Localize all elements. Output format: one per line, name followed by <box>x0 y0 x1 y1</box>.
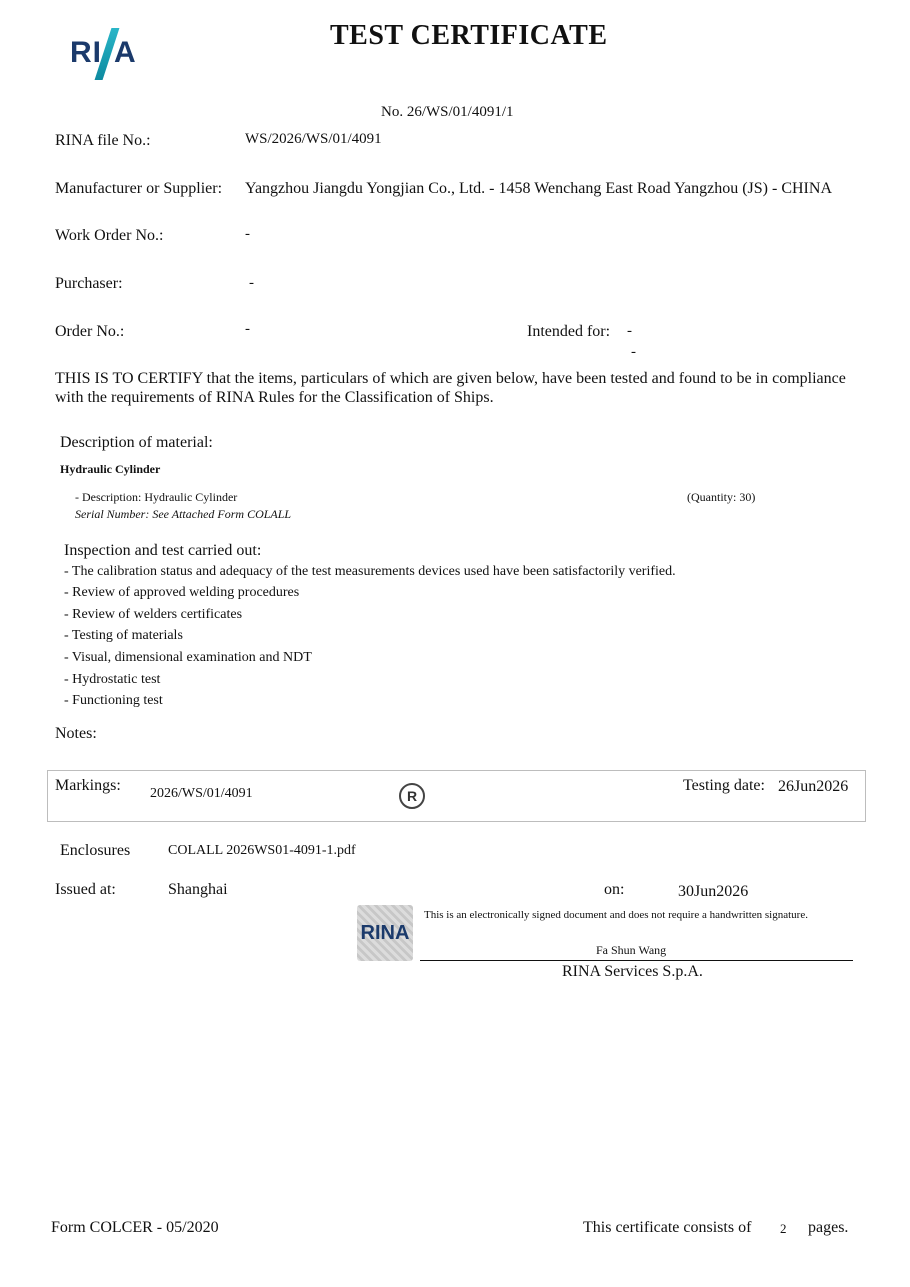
form-code: Form COLCER - 05/2020 <box>51 1219 219 1236</box>
intended-value: - <box>627 323 632 339</box>
manufacturer-label: Manufacturer or Supplier: <box>55 180 223 197</box>
testing-date-value: 26Jun2026 <box>778 778 849 795</box>
manufacturer-value: Yangzhou Jiangdu Yongjian Co., Ltd. - 1458 Wenchang East Road Yangzhou (JS) - CHINA <box>245 180 832 197</box>
markings-label: Markings: <box>55 777 121 794</box>
rina-stamp-logo <box>357 905 413 961</box>
rina-file-label: RINA file No.: <box>55 132 151 149</box>
work-order-label: Work Order No.: <box>55 227 164 244</box>
rina-logo <box>70 28 140 80</box>
e-sign-note: This is an electronically signed document and does not require a handwritten signature. <box>424 909 808 921</box>
testing-date-label: Testing date: <box>683 777 765 794</box>
intended-value-2: - <box>631 344 636 360</box>
rina-stamp-text: RINA <box>360 921 410 944</box>
material-description: - Description: Hydraulic Cylinder <box>75 490 238 504</box>
pages-count: 2 <box>780 1221 787 1236</box>
certificate-number: No. 26/WS/01/4091/1 <box>381 104 514 120</box>
inspection-item: - The calibration status and adequacy of the test measurements devices used have been satisfactorily verified. <box>64 564 676 579</box>
intended-label: Intended for: <box>527 323 611 340</box>
logo-letters-left: RI <box>70 36 102 69</box>
rina-file-value: WS/2026/WS/01/4091 <box>245 131 382 147</box>
inspection-item: - Functioning test <box>64 693 163 708</box>
certify-statement: THIS IS TO CERTIFY that the items, particulars of which are given below, have been tested and found to be in compliance with the requirements of RINA Rules for the Classification of Ships. <box>55 370 846 406</box>
registered-seal-icon: R <box>399 783 425 809</box>
purchaser-label: Purchaser: <box>55 275 123 292</box>
page-title: TEST CERTIFICATE <box>330 20 608 51</box>
issued-place: Shanghai <box>168 881 228 898</box>
issued-date: 30Jun2026 <box>678 883 749 900</box>
inspection-heading: Inspection and test carried out: <box>64 542 262 559</box>
material-heading: Description of material: <box>60 434 213 451</box>
inspection-item: - Testing of materials <box>64 628 183 643</box>
issued-at-label: Issued at: <box>55 881 116 898</box>
inspection-item: - Visual, dimensional examination and NDT <box>64 650 312 665</box>
company-name: RINA Services S.p.A. <box>562 963 703 980</box>
enclosures-value: COLALL 2026WS01-4091-1.pdf <box>168 843 356 858</box>
pages-suffix: pages. <box>808 1219 849 1236</box>
notes-label: Notes: <box>55 725 97 742</box>
material-serial: Serial Number: See Attached Form COLALL <box>75 507 292 521</box>
issued-on-label: on: <box>604 881 625 898</box>
signer-name: Fa Shun Wang <box>596 943 667 957</box>
order-label: Order No.: <box>55 323 125 340</box>
inspection-item: - Hydrostatic test <box>64 672 161 687</box>
material-quantity: (Quantity: 30) <box>687 490 756 504</box>
work-order-value: - <box>245 226 250 242</box>
markings-value: 2026/WS/01/4091 <box>150 786 253 801</box>
material-name: Hydraulic Cylinder <box>60 462 161 476</box>
logo-letters-right: A <box>114 36 137 69</box>
signature-line <box>420 960 853 961</box>
purchaser-value: - <box>249 275 254 291</box>
inspection-item: - Review of welders certificates <box>64 607 243 622</box>
order-value: - <box>245 321 250 337</box>
inspection-item: - Review of approved welding procedures <box>64 585 300 600</box>
enclosures-label: Enclosures <box>60 842 131 859</box>
pages-prefix: This certificate consists of <box>583 1219 752 1236</box>
